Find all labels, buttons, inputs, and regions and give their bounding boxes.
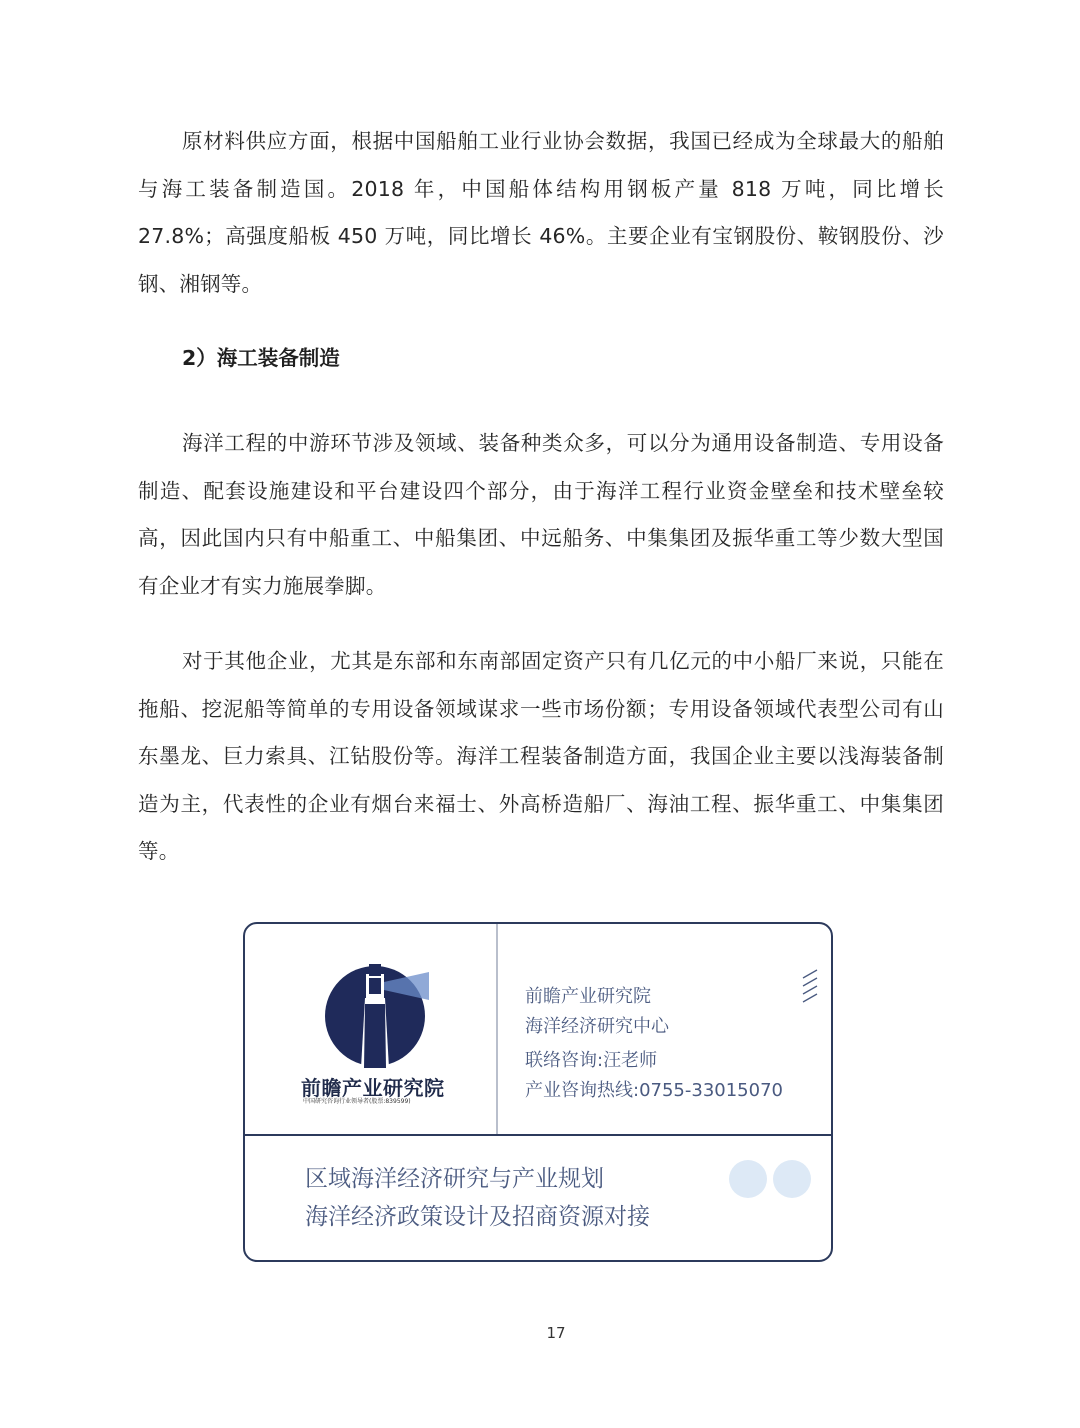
- business-card: [243, 922, 833, 1262]
- logo-name: 前瞻产业研究院: [301, 1076, 445, 1100]
- contact-institute: 前瞻产业研究院: [525, 986, 651, 1007]
- slogan-line-1: 区域海洋经济研究与产业规划: [305, 1166, 604, 1192]
- lighthouse-logo-icon: [321, 964, 429, 1068]
- logo-tagline: 中国研究咨询行业领导者(股票:839599): [303, 1098, 411, 1105]
- decorative-circle-icon: [729, 1160, 767, 1198]
- horizontal-divider: [245, 1134, 831, 1136]
- page-number: 17: [546, 1324, 566, 1342]
- paragraph-other-enterprises: 对于其他企业，尤其是东部和东南部固定资产只有几亿元的中小船厂来说，只能在拖船、挖泥船等简单的专用设备领域谋求一些市场份额；专用设备领域代表型公司有山东墨龙、巨力索具、江钻股份等。海洋工程装备制造方面，我国企业主要以浅海装备制造为主，代表性的企业有烟台来福士、外高桥造船厂、海油工程、振华重工、中集集团等。: [138, 649, 944, 863]
- card-top-section: [245, 924, 831, 1134]
- contact-center: 海洋经济研究中心: [525, 1016, 669, 1037]
- paragraph-midstream: 海洋工程的中游环节涉及领域、装备种类众多，可以分为通用设备制造、专用设备制造、配套设施建设和平台建设四个部分，由于海洋工程行业资金壁垒和技术壁垒较高，因此国内只有中船重工、中船集团、中远船务、中集集团及振华重工等少数大型国有企业才有实力施展拳脚。: [138, 431, 944, 598]
- decorative-circle-icon: [773, 1160, 811, 1198]
- diagonal-stripes-icon: [801, 968, 819, 1008]
- paragraph-raw-materials: 原材料供应方面，根据中国船舶工业行业协会数据，我国已经成为全球最大的船舶与海工装备制造国。2018 年，中国船体结构用钢板产量 818 万吨，同比增长 27.8%；高强度船板 450 万吨，同比增长 46%。主要企业有宝钢股份、鞍钢股份、沙钢、湘钢等。: [138, 129, 944, 296]
- contact-person: 联络咨询:汪老师: [525, 1050, 658, 1071]
- vertical-divider: [496, 924, 498, 1134]
- slogan-line-2: 海洋经济政策设计及招商资源对接: [305, 1204, 650, 1230]
- contact-hotline: 产业咨询热线:0755-33015070: [525, 1080, 783, 1101]
- section-heading: 2）海工装备制造: [182, 346, 340, 370]
